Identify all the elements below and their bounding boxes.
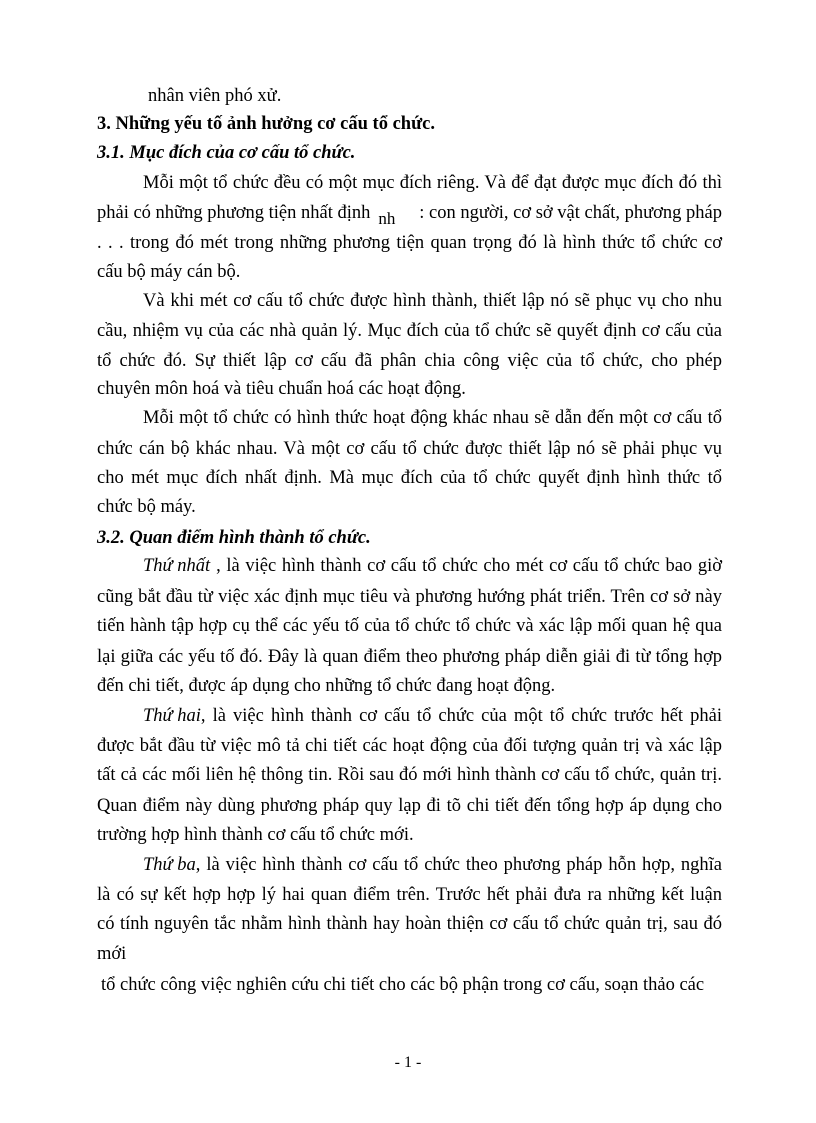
text-span: , là việc hình thành cơ cấu tổ chức của một tổ chức trước hết phải [200, 706, 722, 726]
paragraph-line: mới [97, 944, 127, 964]
paragraph-line: là có sự kết hợp hợp lý hai quan điểm trên. Trước hết phải đưa ra những kết luận [97, 885, 722, 905]
text-span: , là việc hình thành cơ cấu tổ chức cho mét cơ cấu tổ chức bao giờ [216, 556, 722, 576]
paragraph-line: trường hợp hình thành cơ cấu tổ chức mới. [97, 825, 414, 845]
paragraph-line: . . . trong đó mét trong những phương tiện quan trọng đó là hình thức tổ chức cơ [97, 233, 722, 253]
paragraph-line: chuyên môn hoá và tiêu chuẩn hoá các hoạt động. [97, 379, 466, 399]
paragraph-line: cấu bộ máy cán bộ. [97, 262, 241, 282]
text-span: nh [378, 209, 396, 228]
intro-line: nhân viên phó xử. [148, 86, 282, 106]
paragraph-line: đến chi tiết, được áp dụng cho những tổ chức đang hoạt động. [97, 676, 556, 696]
text-span: : con người, cơ sở vật chất, phương pháp [419, 203, 722, 223]
paragraph-line: cũng bắt đầu từ việc xác định mục tiêu và phương hướng phát triển. Trên cơ sở này [97, 587, 722, 607]
text-span: , là việc hình thành cơ cấu tổ chức theo phương pháp hỗn hợp, nghĩa [195, 855, 722, 875]
paragraph-line: Mỗi một tổ chức đều có một mục đích riêng. Và để đạt được mục đích đó thì [143, 173, 722, 193]
paragraph-line: tổ chức công việc nghiên cứu chi tiết cho các bộ phận trong cơ cấu, soạn thảo các [101, 975, 705, 995]
paragraph-line: chức cán bộ khác nhau. Và một cơ cấu tổ chức được thiết lập nó sẽ phải phục vụ [97, 439, 722, 459]
section-heading-3: 3. Những yếu tố ảnh hưởng cơ cấu tổ chức. [97, 114, 436, 134]
text-span: phải có những phương tiện nhất định [97, 203, 371, 223]
paragraph-line [143, 854, 722, 876]
paragraph-line: cầu, nhiệm vụ của các nhà quản lý. Mục đích của tổ chức sẽ quyết định cơ cấu của [97, 321, 722, 341]
paragraph-line: tất cả các mối liên hệ thông tin. Rồi sau đó mới hình thành cơ cấu tổ chức, quản trị. [97, 765, 722, 785]
paragraph-line [143, 705, 722, 727]
term-span: Thứ hai [143, 706, 201, 726]
paragraph-line: lại giữa các yếu tố đó. Đây là quan điểm theo phương pháp diễn giải đi từ tổng hợp [97, 647, 722, 667]
paragraph-line: Mỗi một tổ chức có hình thức hoạt động khác nhau sẽ dẫn đến một cơ cấu tổ [143, 408, 722, 428]
paragraph-line: cho mét mục đích nhất định. Mà mục đích của tổ chức quyết định hình thức tổ [97, 468, 722, 488]
paragraph-line [97, 202, 722, 228]
paragraph-line: được bắt đầu từ việc mô tả chi tiết các hoạt động của đối tượng quản trị và xác lập [97, 736, 722, 756]
paragraph-line [143, 555, 722, 577]
paragraph-line: tổ chức đó. Sự thiết lập cơ cấu đã phân chia công việc của tổ chức, cho phép [97, 351, 722, 371]
paragraph-line: chức bộ máy. [97, 497, 196, 517]
term-span: Thứ nhất [143, 556, 211, 576]
paragraph-line: Quan điểm này dùng phương pháp quy lạp đi tõ chi tiết đến tổng hợp áp dụng cho [97, 796, 722, 816]
subsection-heading-3-1: 3.1. Mục đích của cơ cấu tổ chức. [97, 143, 356, 163]
page-number: - 1 - [394, 1054, 422, 1071]
paragraph-line: có tính nguyên tắc nhằm hình thành hay hoàn thiện cơ cấu tổ chức quản trị, sau đó [97, 914, 722, 934]
subsection-heading-3-2: 3.2. Quan điểm hình thành tổ chức. [97, 528, 371, 548]
term-span: Thứ ba [143, 855, 196, 875]
paragraph-line: tiến hành tập hợp cụ thể các yếu tố của tổ chức tổ chức và xác lập mối quan hệ qua [97, 616, 722, 636]
paragraph-line: Và khi mét cơ cấu tổ chức được hình thành, thiết lập nó sẽ phục vụ cho nhu [143, 291, 722, 311]
